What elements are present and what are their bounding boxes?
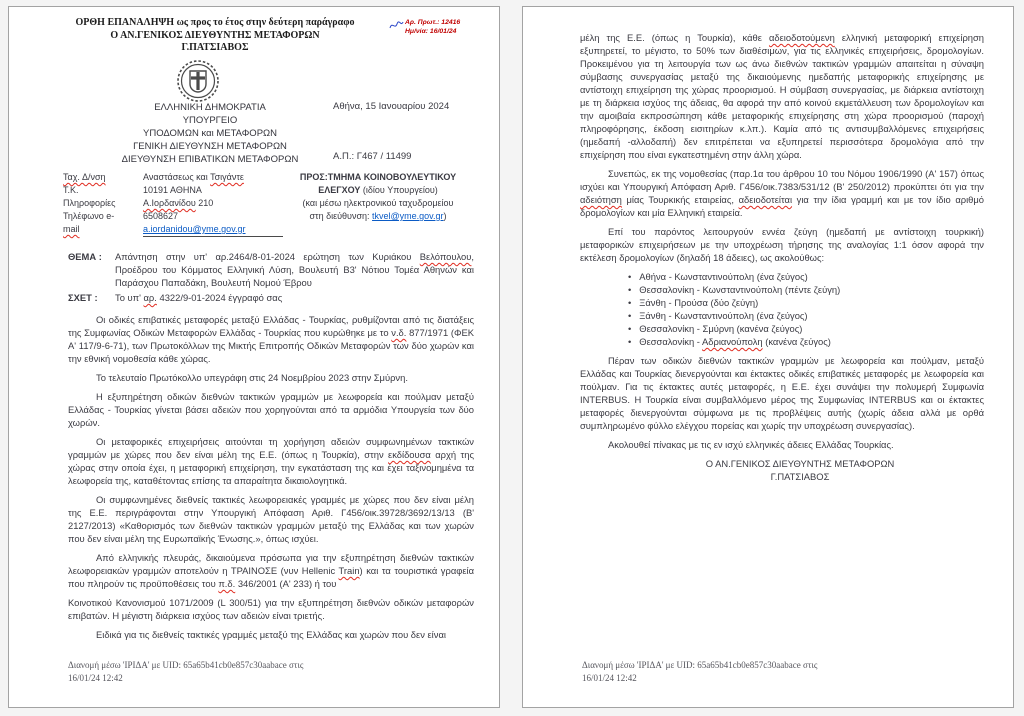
recipient-block (275, 171, 481, 223)
email-link[interactable]: tkvel@yme.gov.gr (372, 211, 444, 221)
correction-signer-name: Γ.ΠΑΤΣΙΑΒΟΣ (181, 42, 249, 53)
signature-scribble-icon (389, 20, 404, 31)
subject-text: Απάντηση στην υπ' αρ.2464/8-01-2024 ερώτηση των Κυριάκου Βελόπουλου, Προέδρου του Κόμματος Ελληνική Λύση, Βουλευτή Β3' Νότιου Τομέα Αθηνών και Παράσχου Παπαδάκη, Βουλευτή Νομού Έβρου (115, 251, 474, 288)
contact-value-phone: 6508627 (143, 211, 179, 221)
paragraph: Ακολουθεί πίνακας με τις εν ισχύ ελληνικές άδειες Ελλάδας Τουρκίας. (608, 439, 894, 450)
contact-labels (63, 171, 145, 236)
footer-uid-line: Διανομή μέσω 'ΙΡΙΔΑ' με UID: 65a65b41cb0e857c30aabace στις (68, 660, 304, 670)
recipient-line: ΠΡΟΣ:ΤΜΗΜΑ ΚΟΙΝΟΒΟΥΛΕΥΤΙΚΟΥ (299, 172, 457, 182)
contact-label (63, 223, 145, 236)
letter-page-2 (522, 6, 1014, 708)
contact-label: Τηλέφωνο e- (63, 211, 115, 221)
route-pairs-list (628, 270, 984, 348)
paragraph: μέλη της Ε.Ε. (όπως η Τουρκία), κάθε αδειοδοτούμενη ελληνική μεταφορική επιχείρηση εξυπηρετεί, το μέγιστο, το 50% των διαθέσιμων, για τις ελληνικές επιχειρήσεις, δρομολογίων. Προκειμένου για τη λειτουργία των ως άνω διεθνών τακτικών γραμμών απαιτείται η σύναψη σύμβασης συνεργασίας μεταξύ της δικαιούμενης ημεδαπής μεταφορικής επιχείρησης με αντίστοιχη επιχείρηση της χώρας προορισμού. Η σύμβαση συνεργασίας, με διάρκεια αντίστοιχη με τη διάρκεια ισχύος της άδειας, θα αφορά την από κοινού εκμετάλλευση των δρομολογίων και την αμοιβαία εκπροσώπηση κάθε μεταφορικής επιχείρησης στη χώρα προορισμού (παροχή πληροφόρησης, έκδοση εισιτηρίων κ.λπ.). Καμία από τις αντισυμβαλλόμενες επιχειρήσεις (ημεδαπή -αλλοδαπή) δεν επιτρέπεται να εξυπηρετεί περισσότερα δρομολόγια από την επιχείρηση που είναι εγκατεστημένη στην άλλη χώρα. (580, 32, 984, 160)
misspelled-word: mail (63, 224, 80, 234)
misspelled-word: ν.δ. (391, 327, 407, 338)
misspelled-word: Βελόπουλου (419, 251, 472, 262)
contact-value-email (143, 223, 281, 236)
email-link[interactable]: a.iordanidou@yme.gov.gr (143, 224, 246, 234)
date-line: Αθήνα, 15 Ιανουαρίου 2024 (333, 101, 450, 112)
contact-value-person: Α.Ιορδανίδου 210 (143, 198, 214, 208)
paragraph: Από ελληνικής πλευράς, δικαιούμενα πρόσωπα για την εξυπηρέτηση διεθνών τακτικών λεωφορειακών γραμμών αποτελούν η ΤΡΑΙΝΟΣΕ (νυν Hellenic Train) και τα τουριστικά γραφεία που πληρούν τις προϋποθέσεις του π.δ. 346/2001 (Α' 233) ή του (68, 552, 475, 589)
paragraph: Οι συμφωνημένες διεθνείς τακτικές λεωφορειακές γραμμές με χώρες που δεν είναι μέλη της Ε.Ε. περιγράφονται στην Υπουργική Απόφαση Αριθ. Γ456/οικ.39728/3692/13/13 (Β' 2127/2013) «Καθορισμός των διεθνών τακτικών γραμμών μεταξύ της Ελλάδας και των χωρών που δεν είναι μέλη της Ευρωπαϊκής Ένωσης.», όπως ισχύει. (68, 494, 474, 544)
subject-row (68, 250, 474, 289)
contact-label (63, 171, 145, 184)
divider-line (143, 236, 283, 237)
contact-label: Τ.Κ. (63, 185, 79, 195)
misspelled-word: αρ. (143, 292, 157, 303)
contact-value-postcode: 10191 ΑΘΗΝΑ (143, 185, 202, 195)
distribution-footer (68, 659, 398, 685)
correction-line: ΟΡΘΗ ΕΠΑΝΑΛΗΨΗ ως προς το έτος στην δεύτερη παράγραφο (75, 17, 355, 28)
letterhead-line: ΕΛΛΗΝΙΚΗ ΔΗΜΟΚΡΑΤΙΑ (154, 102, 266, 113)
recipient-line: στη διεύθυνση: tkvel@yme.gov.gr) (309, 211, 447, 221)
stamp-date: Ημ/νία: 16/01/24 (405, 27, 457, 35)
reference-text: Το υπ' αρ. 4322/9-01-2024 έγγραφό σας (115, 292, 283, 303)
letterhead-line: ΓΕΝΙΚΗ ΔΙΕΥΘΥΝΣΗ ΜΕΤΑΦΟΡΩΝ (133, 141, 287, 152)
misspelled-word: Αδριανούπολη (702, 336, 763, 347)
letterhead-line: ΥΠΟΥΡΓΕΙΟ (182, 115, 238, 126)
signer-name: Γ.ΠΑΤΣΙΑΒΟΣ (770, 471, 830, 482)
paragraph: Οι οδικές επιβατικές μεταφορές μεταξύ Ελλάδας - Τουρκίας, ρυθμίζονται από τις διατάξεις της Συμφωνίας Οδικών Μεταφορών Ελλάδας - Τουρκίας που κυρώθηκε με το ν.δ. 877/1971 (ΦΕΚ Α' 117/9-6-71), των Πρωτοκόλλων της Μικτής Επιτροπής Οδικών Μεταφορών των δύο χωρών και την εθνική νομοθεσία κάθε χώρας. (68, 314, 475, 364)
contact-value-address: Αναστάσεως και Τσιγάντε (143, 172, 244, 182)
paragraph: Επί του παρόντος λειτουργούν εννέα ζεύγη (ημεδαπή με αντίστοιχη τουρκική) μεταφορικών επιχειρήσεων με την υποχρέωση τήρησης της αναλογίας 1:1 όσον αφορά την εκτέλεση δρομολογίων (δηλαδή 18 άδειες), ως ακολούθως: (580, 226, 984, 263)
subject-block (68, 250, 474, 306)
footer-timestamp: 16/01/24 12:42 (68, 673, 123, 683)
misspelled-word: εκδίδουσα (388, 449, 431, 460)
misspelled-word: Train (338, 565, 360, 576)
route-pair-item: • Θεσσαλονίκη - Σμύρνη (κανένα ζεύγος) (628, 322, 984, 335)
footer-uid-line: Διανομή μέσω 'ΙΡΙΔΑ' με UID: 65a65b41cb0e857c30aabace στις (582, 660, 818, 670)
letterhead-line: ΥΠΟΔΟΜΩΝ και ΜΕΤΑΦΟΡΩΝ (143, 128, 277, 139)
contact-label: Πληροφορίες (63, 198, 116, 208)
misspelled-word: π.δ. (218, 578, 236, 589)
letter-body-page-1 (68, 313, 474, 647)
stamp-protocol-number: Αρ. Πρωτ.: 12416 (405, 19, 461, 26)
contact-values (143, 171, 281, 236)
letterhead-line: ΔΙΕΥΘΥΝΣΗ ΕΠΙΒΑΤΙΚΩΝ ΜΕΤΑΦΟΡΩΝ (121, 154, 299, 165)
reference-label: ΣΧΕΤ : (68, 292, 98, 303)
letter-body-page-2 (580, 31, 984, 457)
correction-note (45, 17, 385, 55)
route-pair-item: • Αθήνα - Κωνσταντινούπολη (ένα ζεύγος) (628, 270, 984, 283)
misspelled-word: αδειοδοτούμενη (768, 32, 835, 43)
misspelled-word: Τσιγάντε (210, 172, 244, 182)
recipient-line: ΕΛΕΓΧΟΥ (ιδίου Υπουργείου) (318, 185, 438, 195)
route-pair-item: • Ξάνθη - Προύσα (δύο ζεύγη) (628, 296, 984, 309)
paragraph: Το τελευταίο Πρωτόκολλο υπεγράφη στις 24 Νοεμβρίου 2023 στην Σμύρνη. (96, 372, 408, 383)
misspelled-word: Α.Ιορδανίδου (143, 198, 196, 208)
misspelled-word: αδειότηση (580, 194, 622, 205)
subject-label: ΘΕΜΑ : (68, 251, 102, 262)
protocol-number-line: Α.Π.: Γ467 / 11499 (333, 151, 412, 162)
paragraph: Οι μεταφορικές επιχειρήσεις αιτούνται τη χορήγηση αδειών συμφωνημένων τακτικών γραμμών με χώρες που δεν είναι μέλη της Ε.Ε. (όπως η Τουρκία), στην εκδίδουσα αρχή της χώρας στην οποία έχει, η μεταφορική επιχείρηση, την εγκατάσταση της και έχει ταξινομημένα τα λεωφορεία της, καταθέτοντας επίσης τα απαραίτητα δικαιολογητικά. (68, 436, 474, 486)
paragraph: Συνεπώς, εκ της νομοθεσίας (παρ.1α του άρθρου 10 του Νόμου 1906/1990 (Α' 157) όπως ισχύει και Υπουργική Απόφαση Αριθ. Γ456/οικ.7383/531/12 (Β' 250/2012) προκύπτει ότι για την αδειότηση μίας Τουρκικής εταιρείας, αδειοδοτείται για την ίδια γραμμή και με τον ίδιο αριθμό δρομολογίων και μία Ελληνική εταιρεία. (580, 168, 985, 218)
distribution-footer (582, 659, 912, 685)
greek-coat-of-arms-icon (175, 57, 221, 107)
paragraph: Ειδικά για τις διεθνείς τακτικές γραμμές μεταξύ της Ελλάδας και χωρών που δεν είναι (96, 629, 446, 640)
paragraph: Η εξυπηρέτηση οδικών διεθνών τακτικών γραμμών με λεωφορεία και πούλμαν μεταξύ Ελλάδας - Τουρκίας γίνεται βάσει αδειών που χορηγούνται από τα αρμόδια Υπουργεία των δύο χωρών. (68, 391, 474, 428)
letterhead (60, 101, 360, 166)
letter-page-1 (8, 6, 500, 708)
paragraph: Κοινοτικού Κανονισμού 1071/2009 (L 300/51) για την εξυπηρέτηση διεθνών οδικών μεταφορών επιβατών. Η μέγιστη διάρκεια ισχύος των αδειών είναι τριετής. (68, 597, 474, 621)
route-pair-item: • Θεσσαλονίκη - Κωνσταντινούπολη (πέντε ζεύγη) (628, 283, 984, 296)
paragraph: Πέραν των οδικών διεθνών τακτικών γραμμών με λεωφορεία και πούλμαν, μεταξύ Ελλάδας και Τουρκίας διενεργούνται και έκτακτες οδικές επιβατικές μεταφορές με λεωφορεία και πούλμαν. Για τις έκτακτες αυτές μεταφορές, η Ε.Ε. έχει συνάψει την πολυμερή Συμφωνία INTERBUS. Η Τουρκία είναι συμβαλλόμενο μέρος της Συμφωνίας INTERBUS και οι έκτακτες μεταφορές διενεργούνται σύμφωνα με τις προβλέψεις αυτής (χωρίς άδεια αλλά με ορθά συμπληρωμένο φύλλο ελέγχου πορείας και χωρίς την υποχρέωση συνεργασίας). (580, 355, 984, 431)
signer-title: Ο ΑΝ.ΓΕΝΙΚΟΣ ΔΙΕΥΘΥΝΤΗΣ ΜΕΤΑΦΟΡΩΝ (705, 458, 895, 469)
misspelled-word: Ταχ. Δ/νση (63, 172, 106, 182)
signature-block (600, 457, 1000, 483)
footer-timestamp: 16/01/24 12:42 (582, 673, 637, 683)
recipient-line: (και μέσω ηλεκτρονικού ταχυδρομείου (302, 198, 454, 208)
misspelled-word: αδειοδοτείται (738, 194, 793, 205)
reference-row (68, 291, 474, 304)
protocol-stamp (389, 19, 493, 36)
correction-signer-title: Ο ΑΝ.ΓΕΝΙΚΟΣ ΔΙΕΥΘΥΝΤΗΣ ΜΕΤΑΦΟΡΩΝ (110, 29, 320, 41)
route-pair-item: • Ξάνθη - Κωνσταντινούπολη (ένα ζεύγος) (628, 309, 984, 322)
route-pair-item: • Θεσσαλονίκη - Αδριανούπολη (κανένα ζεύγος) (628, 335, 984, 348)
